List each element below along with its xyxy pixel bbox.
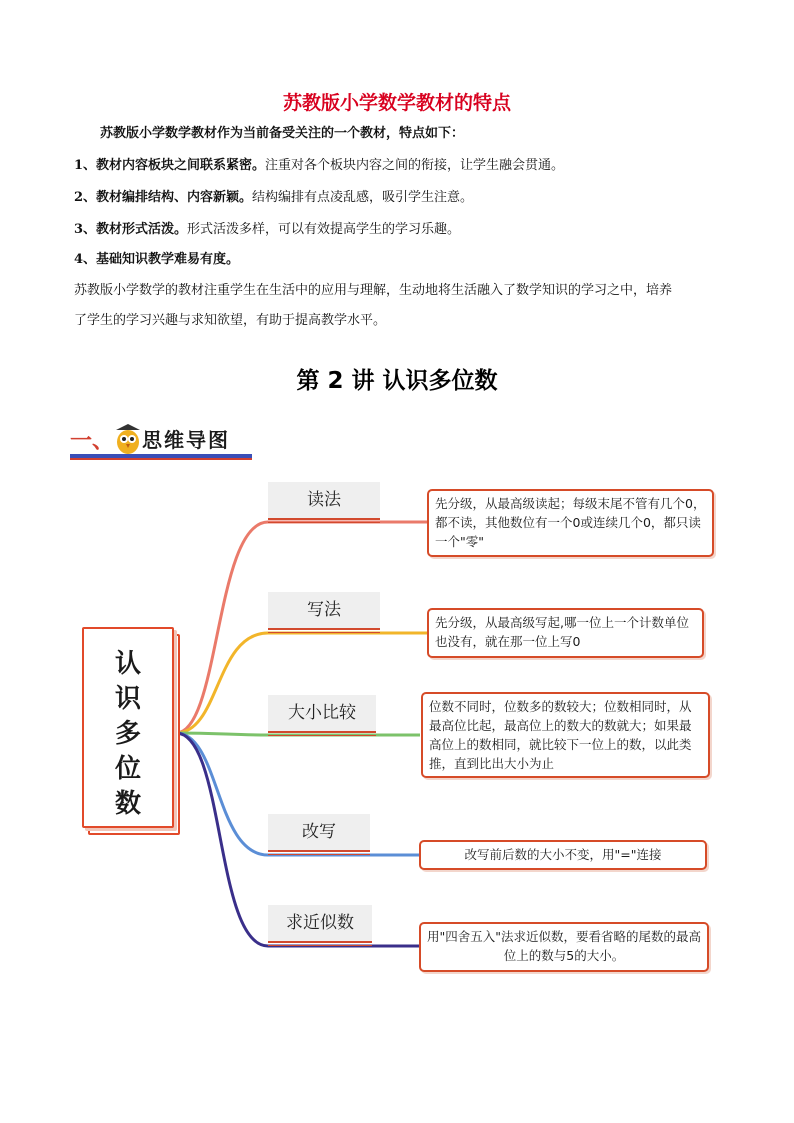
center-node-text [84,647,172,822]
desc-write: 先分级，从最高级写起,哪一位上一个计数单位也没有，就在那一位上写0 [427,608,704,658]
intro-text: 苏教版小学数学教材作为当前备受关注的一个教材，特点如下： [100,126,465,141]
point-2-bold: 2、教材编排结构、内容新颖。 [74,190,253,205]
document-title: 苏教版小学数学教材的特点 [282,92,511,114]
branch-compare: 大小比较 [268,695,376,733]
point-3-text: 形式活泼多样，可以有效提高学生的学习乐趣。 [187,222,461,237]
center-char: 位 [114,754,141,784]
desc-compare: 位数不同时，位数多的数较大；位数相同时，从最高位比起，最高位上的数大的数就大；如果最高位上的数相同，就比较下一位上的数，以此类推，直到比出大小为止 [421,692,710,778]
point-1-text: 注重对各个板块内容之间的衔接，让学生融会贯通。 [265,158,565,173]
center-char: 认 [114,649,141,679]
center-char: 数 [114,789,141,819]
summary-line-2: 了学生的学习兴趣与求知欲望，有助于提高教学水平。 [74,313,387,328]
point-3-bold: 3、教材形式活泼。 [74,222,188,237]
center-node [82,627,174,828]
branch-read: 读法 [268,482,380,520]
point-4-bold: 4、基础知识教学难易有度。 [74,252,240,267]
point-2-text: 结构编排有点凌乱感，吸引学生注意。 [252,190,474,205]
branch-approx: 求近似数 [268,905,372,943]
desc-read: 先分级，从最高级读起；每级末尾不管有几个0，都不读，其他数位有一个0或连续几个0，都只读一个"零" [427,489,714,557]
summary-line-1: 苏教版小学数学的教材注重学生在生活中的应用与理解，生动地将生活融入了数学知识的学习之中，培养 [74,283,673,298]
desc-rewrite: 改写前后数的大小不变，用"="连接 [419,840,707,870]
branch-write: 写法 [268,592,380,630]
branch-rewrite: 改写 [268,814,370,852]
center-char: 多 [114,719,141,749]
desc-approx: 用"四舍五入"法求近似数，要看省略的尾数的最高位上的数与5的大小。 [419,922,709,972]
banner-number: 一、 [70,428,115,454]
lecture-title: 第 2 讲 认识多位数 [296,368,498,394]
point-1-bold: 1、教材内容板块之间联系紧密。 [74,158,266,173]
center-char: 识 [114,684,141,714]
banner-label: 思维导图 [142,428,230,452]
